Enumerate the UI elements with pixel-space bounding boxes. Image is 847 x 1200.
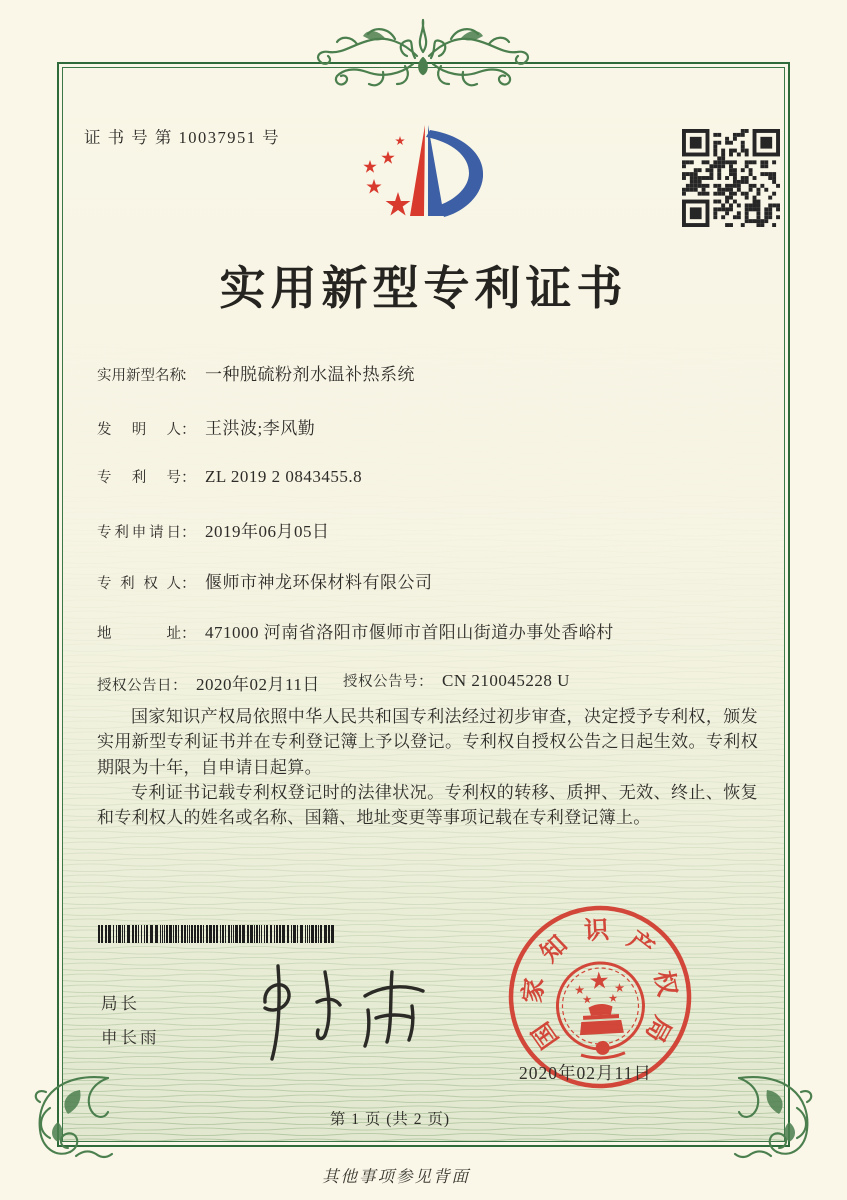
- certificate-title: 实用新型专利证书: [219, 263, 628, 314]
- field-colon: ：: [172, 678, 188, 694]
- qr-code: [682, 129, 780, 227]
- dragon-ornament-icon: [303, 8, 543, 100]
- field-colon: ：: [181, 470, 197, 486]
- field-row-address: [97, 618, 767, 644]
- field-row-patentee: [97, 568, 767, 594]
- grant-number-group: [343, 670, 570, 691]
- field-colon: ：: [181, 626, 197, 642]
- certificate-number: 证 书 号 第 10037951 号: [84, 128, 281, 147]
- svg-text:识: 识: [583, 916, 610, 946]
- field-colon: ：: [181, 525, 197, 541]
- seal-date: 2020年02月11日: [519, 1063, 652, 1083]
- svg-text:国: 国: [527, 1016, 565, 1053]
- grant-no-value: CN 210045228 U: [442, 671, 570, 690]
- cnipa-logo-icon: [360, 120, 500, 234]
- field-label: 实用新型名称: [97, 368, 184, 384]
- back-note: 其他事项参见背面: [322, 1167, 470, 1186]
- svg-text:局: 局: [639, 1011, 676, 1047]
- handwritten-signature: [235, 960, 440, 1065]
- field-label: 地址: [97, 626, 181, 642]
- field-value: 王洪波;李风勤: [205, 419, 316, 438]
- corner-flourish-icon: [727, 1066, 827, 1166]
- legal-paragraph-1: 国家知识产权局依照中华人民共和国专利法经过初步审查，决定授予专利权，颁发实用新型专利证书并在专利登记簿上予以登记。专利权自授权公告之日起生效。专利权期限为十年，自申请日起算。: [97, 707, 758, 777]
- svg-text:知: 知: [536, 930, 573, 968]
- field-row-name: [97, 360, 767, 386]
- field-value: 偃师市神龙环保材料有限公司: [205, 573, 433, 592]
- field-label: 专利申请日: [97, 525, 181, 541]
- field-value: 2019年06月05日: [205, 522, 330, 541]
- legal-text-block: [97, 704, 758, 830]
- field-colon: ：: [181, 422, 197, 438]
- field-colon: ：: [181, 576, 197, 592]
- field-colon: ：: [418, 674, 434, 690]
- field-row-inventor: [97, 414, 767, 440]
- svg-text:权: 权: [648, 968, 681, 999]
- field-value: 471000 河南省洛阳市偃师市首阳山街道办事处香峪村: [205, 623, 614, 642]
- svg-text:家: 家: [519, 976, 549, 1005]
- field-value: 一种脱硫粉剂水温补热系统: [205, 365, 416, 384]
- field-colon: ：: [181, 368, 197, 384]
- legal-paragraph-2: 专利证书记载专利权登记时的法律状况。专利权的转移、质押、无效、终止、恢复和专利权人的姓名或名称、国籍、地址变更等事项记载在专利登记簿上。: [97, 782, 758, 828]
- field-value: ZL 2019 2 0843455.8: [205, 467, 363, 486]
- field-label: 发明人: [97, 422, 181, 438]
- page-info: 第 1 页 (共 2 页): [329, 1111, 451, 1128]
- field-row-filing-date: [97, 517, 767, 543]
- grant-date-value: 2020年02月11日: [196, 675, 320, 694]
- svg-text:产: 产: [622, 926, 659, 964]
- field-row-patent-no: [97, 466, 767, 492]
- field-label: 专利权人: [97, 576, 181, 592]
- grant-no-label: 授权公告号: [343, 674, 418, 690]
- barcode: [98, 925, 338, 943]
- field-row-grant: [97, 670, 767, 696]
- signer-title: 局长: [101, 994, 140, 1013]
- national-emblem-icon: [555, 961, 646, 1060]
- signer-name: 申长雨: [101, 1028, 160, 1047]
- field-label: 专利号: [97, 470, 181, 486]
- grant-date-label: 授权公告日: [97, 678, 172, 694]
